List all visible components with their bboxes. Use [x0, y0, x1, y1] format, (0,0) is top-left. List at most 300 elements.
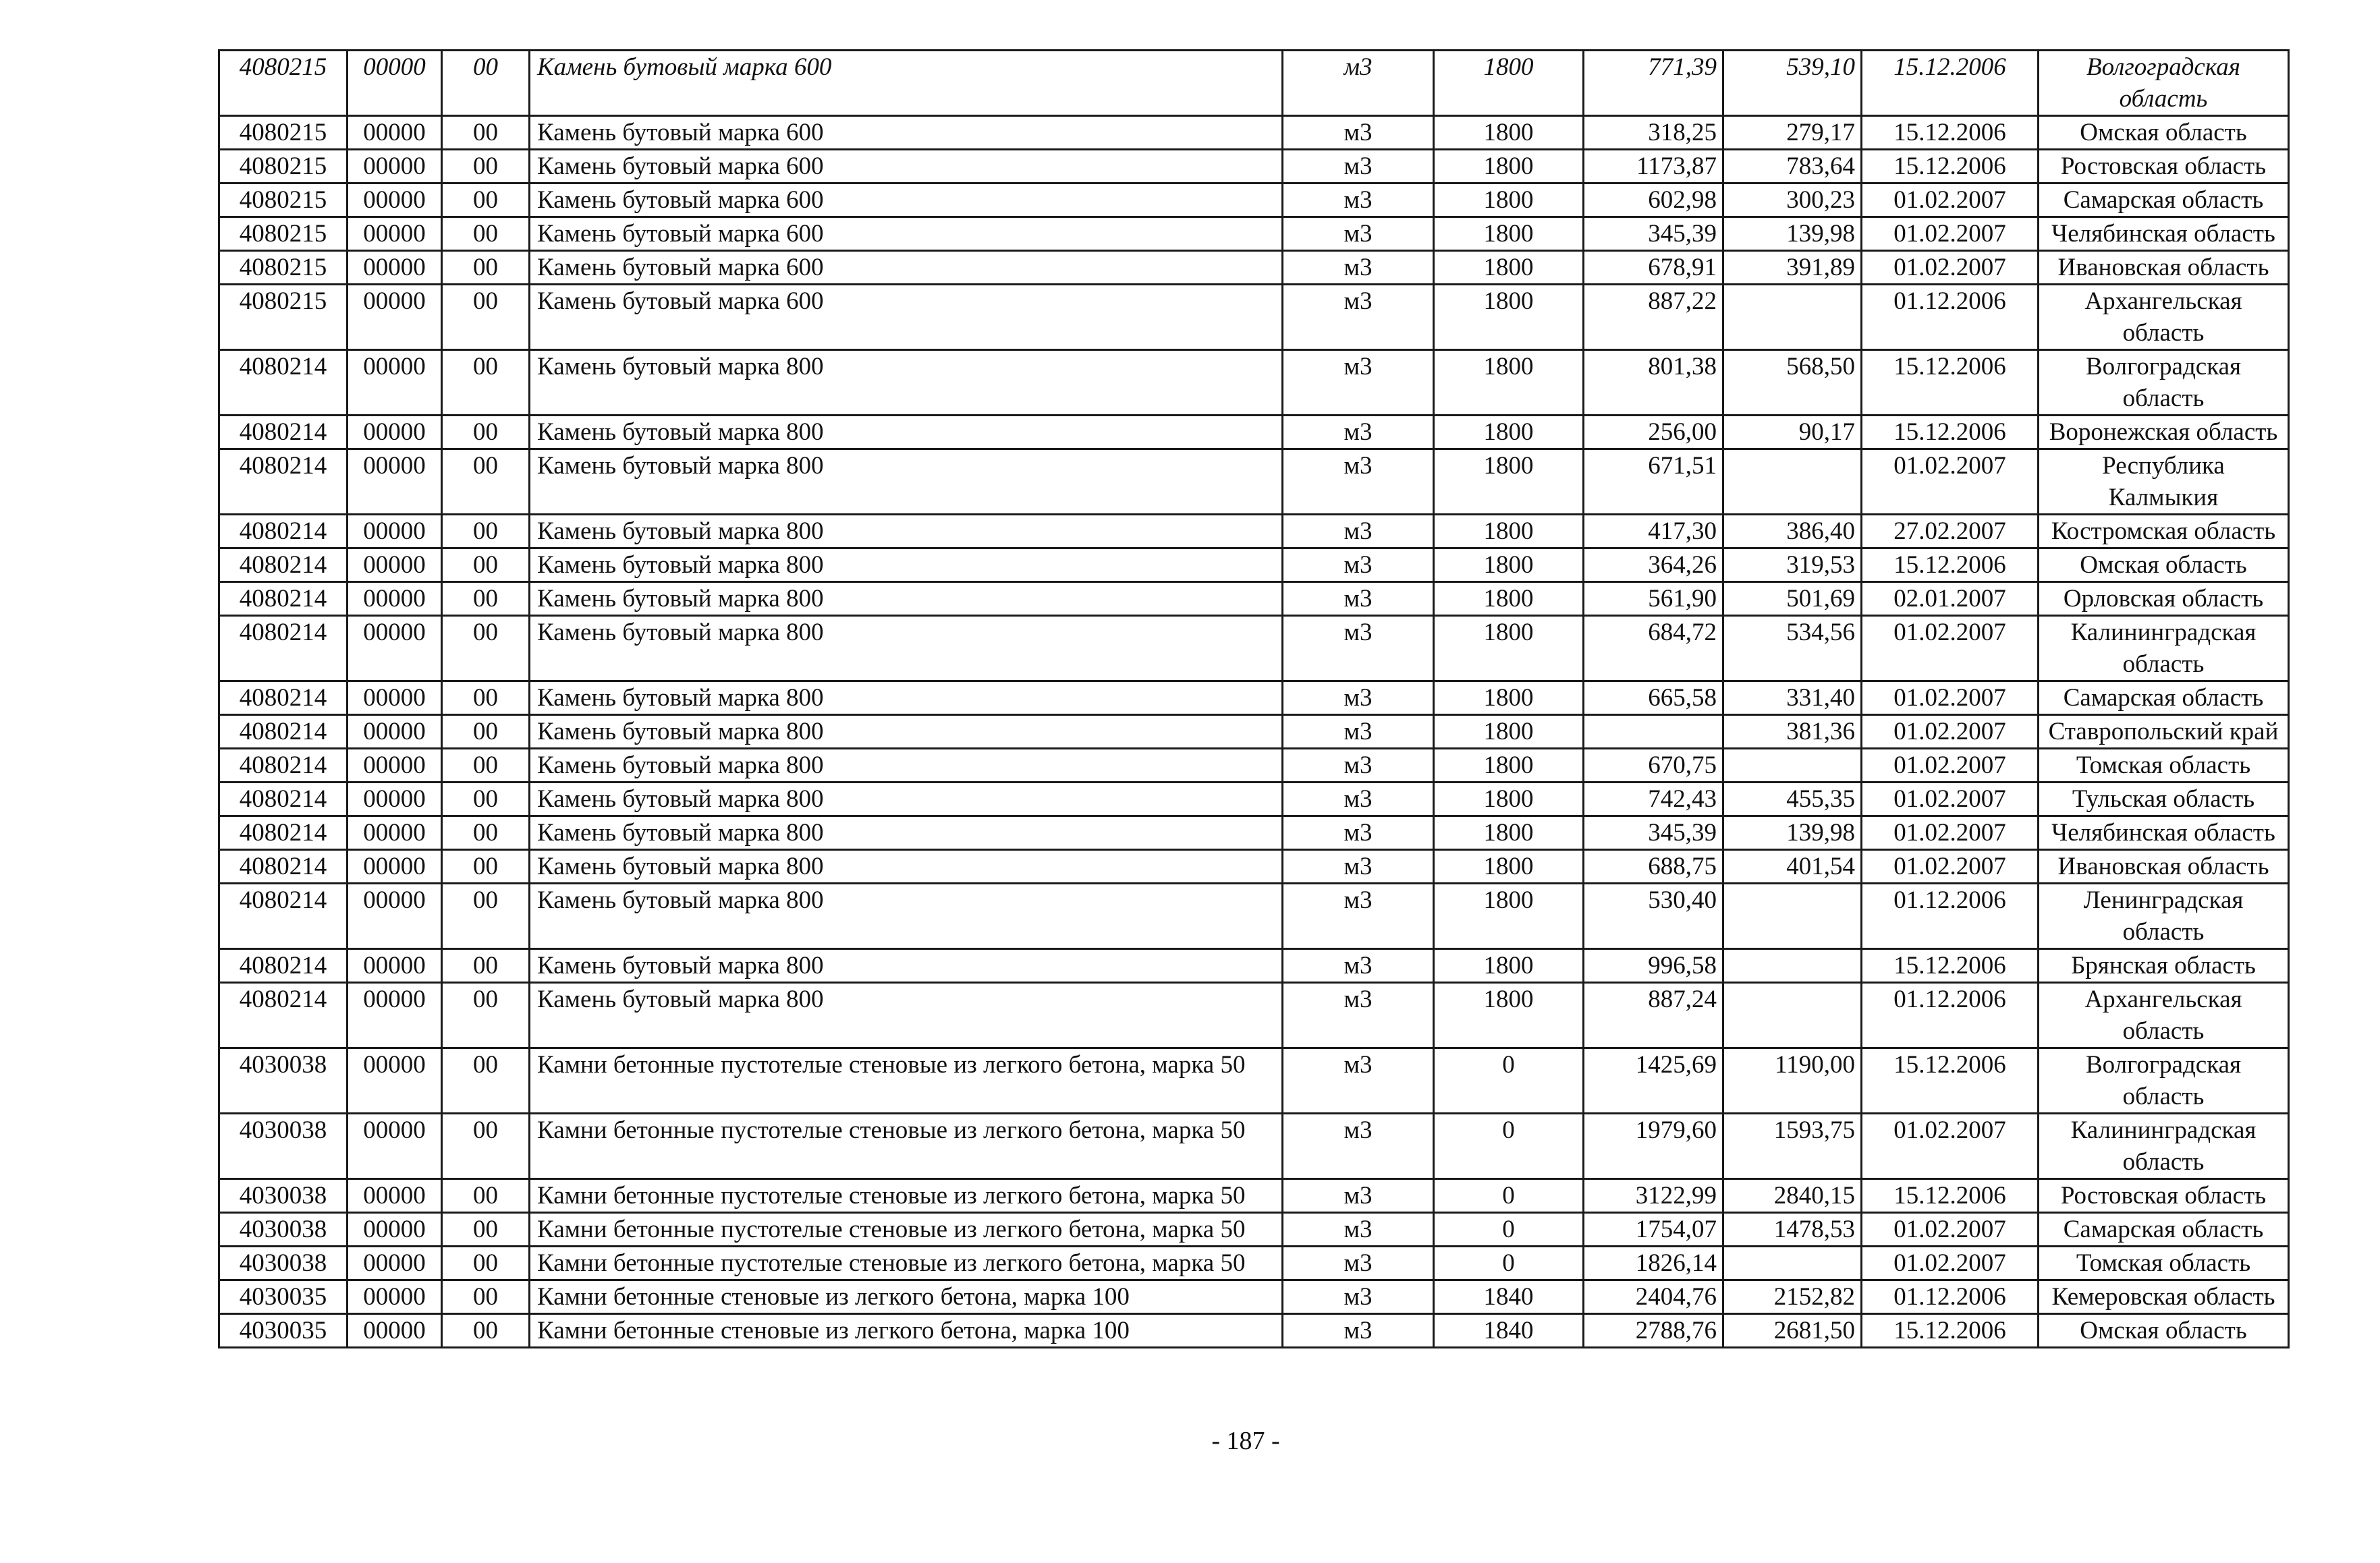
sub-code-cell: 00000 [348, 816, 442, 850]
version-code-cell: 00 [442, 715, 530, 749]
sub-code-cell: 00000 [348, 251, 442, 285]
table-row [219, 1048, 2289, 1114]
table-row [219, 1314, 2289, 1348]
material-name-cell: Камень бутовый марка 800 [530, 983, 1283, 1048]
region-cell: Воронежская область [2039, 416, 2289, 449]
sub-code-cell: 00000 [348, 449, 442, 515]
date-cell: 01.12.2006 [1862, 285, 2039, 350]
sub-code-cell: 00000 [348, 150, 442, 183]
material-name-cell: Камень бутовый марка 600 [530, 217, 1283, 251]
date-cell: 01.02.2007 [1862, 449, 2039, 515]
price-base-cell: 2681,50 [1723, 1314, 1862, 1348]
date-cell: 01.02.2007 [1862, 681, 2039, 715]
price-current-cell: 256,00 [1584, 416, 1723, 449]
table-row [219, 515, 2289, 548]
unit-cell: м3 [1283, 1114, 1434, 1179]
unit-cell: м3 [1283, 416, 1434, 449]
table-row [219, 749, 2289, 783]
weight-cell: 1800 [1434, 150, 1584, 183]
material-name-cell: Камень бутовый марка 800 [530, 416, 1283, 449]
sub-code-cell: 00000 [348, 1213, 442, 1247]
material-code-cell: 4080214 [219, 515, 348, 548]
material-code-cell: 4080214 [219, 582, 348, 616]
material-name-cell: Камень бутовый марка 800 [530, 350, 1283, 416]
sub-code-cell: 00000 [348, 1247, 442, 1280]
weight-cell: 1800 [1434, 681, 1584, 715]
date-cell: 15.12.2006 [1862, 548, 2039, 582]
version-code-cell: 00 [442, 1280, 530, 1314]
material-name-cell: Камень бутовый марка 600 [530, 285, 1283, 350]
price-base-cell: 1593,75 [1723, 1114, 1862, 1179]
material-code-cell: 4080214 [219, 949, 348, 983]
table-row [219, 449, 2289, 515]
version-code-cell: 00 [442, 1213, 530, 1247]
date-cell: 01.02.2007 [1862, 749, 2039, 783]
table-row [219, 285, 2289, 350]
date-cell: 01.02.2007 [1862, 1213, 2039, 1247]
weight-cell: 1800 [1434, 285, 1584, 350]
version-code-cell: 00 [442, 749, 530, 783]
weight-cell: 1800 [1434, 749, 1584, 783]
sub-code-cell: 00000 [348, 582, 442, 616]
weight-cell: 0 [1434, 1114, 1584, 1179]
date-cell: 01.02.2007 [1862, 783, 2039, 816]
price-base-cell: 501,69 [1723, 582, 1862, 616]
version-code-cell: 00 [442, 548, 530, 582]
material-code-cell: 4030038 [219, 1247, 348, 1280]
price-current-cell [1584, 715, 1723, 749]
version-code-cell: 00 [442, 983, 530, 1048]
weight-cell: 1800 [1434, 116, 1584, 150]
sub-code-cell: 00000 [348, 1114, 442, 1179]
price-base-cell: 279,17 [1723, 116, 1862, 150]
price-table-body [219, 51, 2289, 1348]
unit-cell: м3 [1283, 1314, 1434, 1348]
sub-code-cell: 00000 [348, 715, 442, 749]
date-cell: 01.02.2007 [1862, 251, 2039, 285]
region-cell: Архангельская область [2039, 285, 2289, 350]
price-current-cell: 602,98 [1584, 183, 1723, 217]
weight-cell: 1800 [1434, 183, 1584, 217]
region-cell: Республика Калмыкия [2039, 449, 2289, 515]
date-cell: 01.12.2006 [1862, 1280, 2039, 1314]
material-name-cell: Камень бутовый марка 800 [530, 715, 1283, 749]
date-cell: 01.02.2007 [1862, 715, 2039, 749]
material-code-cell: 4030035 [219, 1280, 348, 1314]
date-cell: 15.12.2006 [1862, 350, 2039, 416]
version-code-cell: 00 [442, 816, 530, 850]
sub-code-cell: 00000 [348, 783, 442, 816]
region-cell: Волгоградская область [2039, 350, 2289, 416]
material-name-cell: Камень бутовый марка 600 [530, 116, 1283, 150]
region-cell: Самарская область [2039, 681, 2289, 715]
table-row [219, 217, 2289, 251]
table-row [219, 350, 2289, 416]
price-base-cell: 319,53 [1723, 548, 1862, 582]
weight-cell: 1840 [1434, 1314, 1584, 1348]
unit-cell: м3 [1283, 749, 1434, 783]
region-cell: Волгоградская область [2039, 51, 2289, 116]
price-current-cell: 688,75 [1584, 850, 1723, 884]
table-row [219, 51, 2289, 116]
weight-cell: 1800 [1434, 850, 1584, 884]
material-name-cell: Камни бетонные пустотелые стеновые из легкого бетона, марка 50 [530, 1213, 1283, 1247]
unit-cell: м3 [1283, 582, 1434, 616]
weight-cell: 0 [1434, 1179, 1584, 1213]
version-code-cell: 00 [442, 1314, 530, 1348]
material-code-cell: 4080215 [219, 150, 348, 183]
price-current-cell: 801,38 [1584, 350, 1723, 416]
region-cell: Костромская область [2039, 515, 2289, 548]
price-base-cell [1723, 949, 1862, 983]
material-code-cell: 4080214 [219, 715, 348, 749]
price-current-cell: 417,30 [1584, 515, 1723, 548]
region-cell: Ленинградская область [2039, 884, 2289, 949]
material-code-cell: 4080215 [219, 183, 348, 217]
material-code-cell: 4080214 [219, 783, 348, 816]
unit-cell: м3 [1283, 681, 1434, 715]
table-row [219, 150, 2289, 183]
material-name-cell: Камень бутовый марка 800 [530, 850, 1283, 884]
material-name-cell: Камень бутовый марка 800 [530, 816, 1283, 850]
material-name-cell: Камень бутовый марка 800 [530, 449, 1283, 515]
material-code-cell: 4080215 [219, 51, 348, 116]
table-row [219, 783, 2289, 816]
material-code-cell: 4080214 [219, 548, 348, 582]
table-row [219, 850, 2289, 884]
material-code-cell: 4080214 [219, 850, 348, 884]
date-cell: 15.12.2006 [1862, 1048, 2039, 1114]
region-cell: Томская область [2039, 1247, 2289, 1280]
region-cell: Самарская область [2039, 1213, 2289, 1247]
date-cell: 15.12.2006 [1862, 949, 2039, 983]
material-code-cell: 4080215 [219, 251, 348, 285]
weight-cell: 0 [1434, 1247, 1584, 1280]
unit-cell: м3 [1283, 816, 1434, 850]
table-row [219, 582, 2289, 616]
sub-code-cell: 00000 [348, 416, 442, 449]
version-code-cell: 00 [442, 217, 530, 251]
material-code-cell: 4080215 [219, 217, 348, 251]
material-code-cell: 4080214 [219, 884, 348, 949]
table-row [219, 983, 2289, 1048]
date-cell: 15.12.2006 [1862, 150, 2039, 183]
weight-cell: 1800 [1434, 983, 1584, 1048]
unit-cell: м3 [1283, 715, 1434, 749]
date-cell: 01.02.2007 [1862, 1247, 2039, 1280]
weight-cell: 1800 [1434, 582, 1584, 616]
table-row [219, 416, 2289, 449]
region-cell: Ивановская область [2039, 850, 2289, 884]
material-name-cell: Камень бутовый марка 800 [530, 783, 1283, 816]
material-code-cell: 4080214 [219, 350, 348, 416]
date-cell: 01.02.2007 [1862, 850, 2039, 884]
price-current-cell: 530,40 [1584, 884, 1723, 949]
material-code-cell: 4080214 [219, 983, 348, 1048]
table-row [219, 1247, 2289, 1280]
table-row [219, 1213, 2289, 1247]
price-current-cell: 742,43 [1584, 783, 1723, 816]
price-current-cell: 2788,76 [1584, 1314, 1723, 1348]
date-cell: 15.12.2006 [1862, 116, 2039, 150]
weight-cell: 1800 [1434, 548, 1584, 582]
unit-cell: м3 [1283, 285, 1434, 350]
version-code-cell: 00 [442, 1114, 530, 1179]
sub-code-cell: 00000 [348, 548, 442, 582]
material-name-cell: Камень бутовый марка 800 [530, 582, 1283, 616]
date-cell: 01.02.2007 [1862, 217, 2039, 251]
weight-cell: 1800 [1434, 449, 1584, 515]
region-cell: Орловская область [2039, 582, 2289, 616]
table-row [219, 183, 2289, 217]
material-code-cell: 4080214 [219, 749, 348, 783]
material-name-cell: Камень бутовый марка 800 [530, 515, 1283, 548]
unit-cell: м3 [1283, 515, 1434, 548]
sub-code-cell: 00000 [348, 183, 442, 217]
material-name-cell: Камень бутовый марка 600 [530, 150, 1283, 183]
table-row [219, 949, 2289, 983]
unit-cell: м3 [1283, 850, 1434, 884]
unit-cell: м3 [1283, 1179, 1434, 1213]
price-current-cell: 887,24 [1584, 983, 1723, 1048]
date-cell: 15.12.2006 [1862, 1179, 2039, 1213]
date-cell: 15.12.2006 [1862, 51, 2039, 116]
price-base-cell: 455,35 [1723, 783, 1862, 816]
version-code-cell: 00 [442, 449, 530, 515]
sub-code-cell: 00000 [348, 285, 442, 350]
price-base-cell [1723, 983, 1862, 1048]
unit-cell: м3 [1283, 783, 1434, 816]
version-code-cell: 00 [442, 51, 530, 116]
weight-cell: 0 [1434, 1213, 1584, 1247]
region-cell: Омская область [2039, 548, 2289, 582]
material-code-cell: 4030038 [219, 1114, 348, 1179]
price-base-cell: 2152,82 [1723, 1280, 1862, 1314]
material-name-cell: Камень бутовый марка 800 [530, 548, 1283, 582]
price-base-cell [1723, 1247, 1862, 1280]
date-cell: 01.02.2007 [1862, 816, 2039, 850]
unit-cell: м3 [1283, 1280, 1434, 1314]
page-number: - 187 - [1211, 1427, 1280, 1455]
price-base-cell: 2840,15 [1723, 1179, 1862, 1213]
price-current-cell: 364,26 [1584, 548, 1723, 582]
version-code-cell: 00 [442, 350, 530, 416]
price-base-cell: 1190,00 [1723, 1048, 1862, 1114]
date-cell: 15.12.2006 [1862, 416, 2039, 449]
price-base-cell: 401,54 [1723, 850, 1862, 884]
unit-cell: м3 [1283, 217, 1434, 251]
sub-code-cell: 00000 [348, 949, 442, 983]
table-row [219, 616, 2289, 681]
price-current-cell: 2404,76 [1584, 1280, 1723, 1314]
material-code-cell: 4030038 [219, 1213, 348, 1247]
material-code-cell: 4080214 [219, 416, 348, 449]
material-code-cell: 4080214 [219, 616, 348, 681]
weight-cell: 1800 [1434, 416, 1584, 449]
version-code-cell: 00 [442, 1247, 530, 1280]
weight-cell: 1800 [1434, 350, 1584, 416]
price-current-cell: 996,58 [1584, 949, 1723, 983]
sub-code-cell: 00000 [348, 749, 442, 783]
material-code-cell: 4030038 [219, 1048, 348, 1114]
material-name-cell: Камни бетонные стеновые из легкого бетона, марка 100 [530, 1280, 1283, 1314]
version-code-cell: 00 [442, 783, 530, 816]
version-code-cell: 00 [442, 616, 530, 681]
region-cell: Челябинская область [2039, 816, 2289, 850]
sub-code-cell: 00000 [348, 1314, 442, 1348]
price-current-cell: 1173,87 [1584, 150, 1723, 183]
price-base-cell: 568,50 [1723, 350, 1862, 416]
price-base-cell: 381,36 [1723, 715, 1862, 749]
unit-cell: м3 [1283, 548, 1434, 582]
sub-code-cell: 00000 [348, 1048, 442, 1114]
weight-cell: 0 [1434, 1048, 1584, 1114]
price-current-cell: 345,39 [1584, 217, 1723, 251]
region-cell: Архангельская область [2039, 983, 2289, 1048]
material-name-cell: Камни бетонные стеновые из легкого бетона, марка 100 [530, 1314, 1283, 1348]
date-cell: 01.12.2006 [1862, 884, 2039, 949]
region-cell: Ставропольский край [2039, 715, 2289, 749]
table-row [219, 1114, 2289, 1179]
price-current-cell: 1826,14 [1584, 1247, 1723, 1280]
unit-cell: м3 [1283, 350, 1434, 416]
version-code-cell: 00 [442, 850, 530, 884]
sub-code-cell: 00000 [348, 616, 442, 681]
version-code-cell: 00 [442, 416, 530, 449]
unit-cell: м3 [1283, 1048, 1434, 1114]
weight-cell: 1800 [1434, 884, 1584, 949]
price-base-cell: 783,64 [1723, 150, 1862, 183]
weight-cell: 1800 [1434, 949, 1584, 983]
table-row [219, 548, 2289, 582]
region-cell: Томская область [2039, 749, 2289, 783]
price-base-cell: 139,98 [1723, 217, 1862, 251]
sub-code-cell: 00000 [348, 51, 442, 116]
weight-cell: 1800 [1434, 816, 1584, 850]
table-row [219, 251, 2289, 285]
material-code-cell: 4080214 [219, 681, 348, 715]
price-base-cell: 1478,53 [1723, 1213, 1862, 1247]
price-base-cell [1723, 449, 1862, 515]
weight-cell: 1800 [1434, 217, 1584, 251]
weight-cell: 1800 [1434, 251, 1584, 285]
price-current-cell: 1979,60 [1584, 1114, 1723, 1179]
price-current-cell: 684,72 [1584, 616, 1723, 681]
unit-cell: м3 [1283, 183, 1434, 217]
version-code-cell: 00 [442, 1048, 530, 1114]
material-code-cell: 4080215 [219, 285, 348, 350]
table-row [219, 1280, 2289, 1314]
unit-cell: м3 [1283, 949, 1434, 983]
price-current-cell: 670,75 [1584, 749, 1723, 783]
price-base-cell [1723, 285, 1862, 350]
unit-cell: м3 [1283, 116, 1434, 150]
version-code-cell: 00 [442, 681, 530, 715]
sub-code-cell: 00000 [348, 350, 442, 416]
region-cell: Кемеровская область [2039, 1280, 2289, 1314]
weight-cell: 1800 [1434, 515, 1584, 548]
material-name-cell: Камень бутовый марка 800 [530, 884, 1283, 949]
table-row [219, 715, 2289, 749]
weight-cell: 1800 [1434, 616, 1584, 681]
table-row [219, 681, 2289, 715]
region-cell: Ростовская область [2039, 1179, 2289, 1213]
price-current-cell: 671,51 [1584, 449, 1723, 515]
unit-cell: м3 [1283, 983, 1434, 1048]
material-name-cell: Камень бутовый марка 600 [530, 183, 1283, 217]
date-cell: 02.01.2007 [1862, 582, 2039, 616]
price-base-cell [1723, 884, 1862, 949]
weight-cell: 1800 [1434, 51, 1584, 116]
material-name-cell: Камни бетонные пустотелые стеновые из легкого бетона, марка 50 [530, 1247, 1283, 1280]
sub-code-cell: 00000 [348, 217, 442, 251]
price-current-cell: 771,39 [1584, 51, 1723, 116]
region-cell: Калининградская область [2039, 1114, 2289, 1179]
date-cell: 01.02.2007 [1862, 616, 2039, 681]
date-cell: 15.12.2006 [1862, 1314, 2039, 1348]
version-code-cell: 00 [442, 884, 530, 949]
price-base-cell: 331,40 [1723, 681, 1862, 715]
price-table [218, 49, 2290, 1348]
region-cell: Тульская область [2039, 783, 2289, 816]
date-cell: 01.12.2006 [1862, 983, 2039, 1048]
region-cell: Волгоградская область [2039, 1048, 2289, 1114]
region-cell: Ростовская область [2039, 150, 2289, 183]
unit-cell: м3 [1283, 150, 1434, 183]
sub-code-cell: 00000 [348, 1179, 442, 1213]
unit-cell: м3 [1283, 1247, 1434, 1280]
sub-code-cell: 00000 [348, 1280, 442, 1314]
version-code-cell: 00 [442, 251, 530, 285]
sub-code-cell: 00000 [348, 850, 442, 884]
version-code-cell: 00 [442, 582, 530, 616]
material-name-cell: Камень бутовый марка 600 [530, 251, 1283, 285]
unit-cell: м3 [1283, 1213, 1434, 1247]
price-current-cell: 3122,99 [1584, 1179, 1723, 1213]
material-name-cell: Камень бутовый марка 800 [530, 681, 1283, 715]
price-base-cell: 90,17 [1723, 416, 1862, 449]
sub-code-cell: 00000 [348, 116, 442, 150]
price-current-cell: 678,91 [1584, 251, 1723, 285]
price-base-cell: 391,89 [1723, 251, 1862, 285]
material-name-cell: Камень бутовый марка 800 [530, 616, 1283, 681]
material-name-cell: Камень бутовый марка 800 [530, 749, 1283, 783]
table-row [219, 1179, 2289, 1213]
unit-cell: м3 [1283, 251, 1434, 285]
price-current-cell: 665,58 [1584, 681, 1723, 715]
version-code-cell: 00 [442, 285, 530, 350]
price-base-cell: 534,56 [1723, 616, 1862, 681]
region-cell: Омская область [2039, 116, 2289, 150]
sub-code-cell: 00000 [348, 983, 442, 1048]
material-code-cell: 4030038 [219, 1179, 348, 1213]
material-name-cell: Камни бетонные пустотелые стеновые из легкого бетона, марка 50 [530, 1179, 1283, 1213]
version-code-cell: 00 [442, 515, 530, 548]
price-base-cell: 539,10 [1723, 51, 1862, 116]
weight-cell: 1800 [1434, 715, 1584, 749]
material-code-cell: 4080214 [219, 449, 348, 515]
material-code-cell: 4080214 [219, 816, 348, 850]
material-code-cell: 4080215 [219, 116, 348, 150]
sub-code-cell: 00000 [348, 681, 442, 715]
price-current-cell: 1425,69 [1584, 1048, 1723, 1114]
region-cell: Самарская область [2039, 183, 2289, 217]
table-row [219, 816, 2289, 850]
weight-cell: 1840 [1434, 1280, 1584, 1314]
price-current-cell: 561,90 [1584, 582, 1723, 616]
region-cell: Брянская область [2039, 949, 2289, 983]
material-name-cell: Камень бутовый марка 800 [530, 949, 1283, 983]
